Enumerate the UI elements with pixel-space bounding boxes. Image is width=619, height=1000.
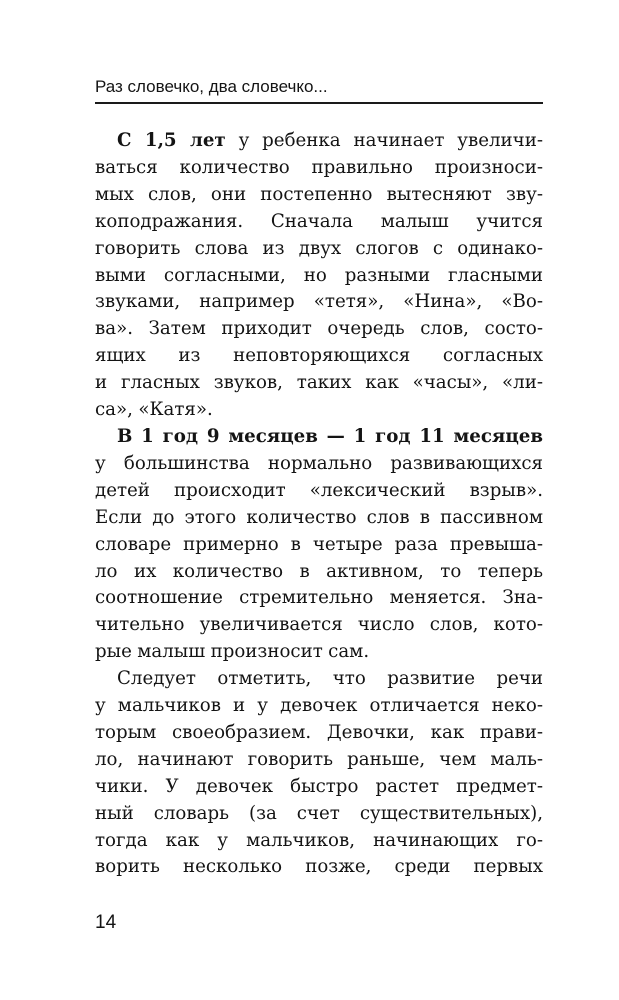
running-title: Раз словечко, два словечко... [95, 77, 328, 96]
paragraph-2-line-5: словаре примерно в четыре раза превыша- [95, 533, 543, 555]
paragraph-3-line-8: ворить несколько позже, среди первых [95, 856, 543, 878]
paragraph-1-line-7: звуками, например «тетя», «Нина», «Во- [95, 291, 543, 313]
paragraph-1-lead: С 1,5 лет [117, 130, 226, 151]
paragraph-2-line-3: детей происходит «лексический взрыв». [95, 479, 543, 501]
paragraph-1-line-11: са», «Катя». [95, 399, 213, 421]
paragraph-2-line-9: рые малыш произносит сам. [95, 641, 370, 663]
page-number: 14 [95, 912, 117, 933]
paragraph-3-line-3: торым своеобразием. Девочки, как прави- [95, 721, 543, 743]
paragraph-3-line-2: у мальчиков и у девочек отличается неко- [95, 695, 543, 717]
running-head [95, 76, 543, 104]
paragraph-2-line-4: Если до этого количество слов в пассивном [95, 506, 543, 528]
paragraph-2 [95, 424, 543, 666]
paragraph-1-line-8: ва». Затем приходит очередь слов, состо- [95, 318, 543, 340]
paragraph-2-line-1 [95, 424, 543, 451]
paragraph-1-line-1 [95, 128, 543, 155]
paragraph-1 [95, 128, 543, 424]
paragraph-1-line-2: ваться количество правильно произноси- [95, 156, 543, 178]
paragraph-1-line-5: говорить слова из двух слогов с одинако- [95, 237, 543, 259]
paragraph-3-line-5: чики. У девочек быстро растет предмет- [95, 775, 543, 797]
body-text [95, 128, 543, 881]
paragraph-3-line-4: ло, начинают говорить раньше, чем маль- [95, 748, 543, 770]
paragraph-3-line-7: тогда как у мальчиков, начинающих го- [95, 829, 543, 851]
paragraph-2-line-2: у большинства нормально развивающихся [95, 452, 543, 474]
paragraph-3 [95, 666, 543, 881]
paragraph-2-line-6: ло их количество в активном, то теперь [95, 560, 543, 582]
paragraph-2-line-7: соотношение стремительно меняется. Зна- [95, 587, 543, 609]
paragraph-2-line-8: чительно увеличивается число слов, кото- [95, 614, 543, 636]
paragraph-1-line-4: коподражания. Сначала малыш учится [95, 210, 543, 232]
paragraph-1-line-6: выми согласными, но разными гласными [95, 264, 543, 286]
paragraph-1-line-9: ящих из неповторяющихся согласных [95, 345, 543, 367]
paragraph-1-line-3: мых слов, они постепенно вытесняют зву- [95, 183, 543, 205]
paragraph-1-line-10: и гласных звуков, таких как «часы», «ли- [95, 372, 543, 394]
paragraph-3-line-1: Следует отметить, что развитие речи [117, 668, 543, 690]
paragraph-2-lead: В 1 год 9 месяцев — 1 год 11 месяцев [117, 425, 543, 447]
paragraph-3-line-6: ный словарь (за счет существительных), [95, 802, 543, 824]
paragraph-1-line-1-text: у ребенка начинает увеличи- [225, 130, 543, 151]
